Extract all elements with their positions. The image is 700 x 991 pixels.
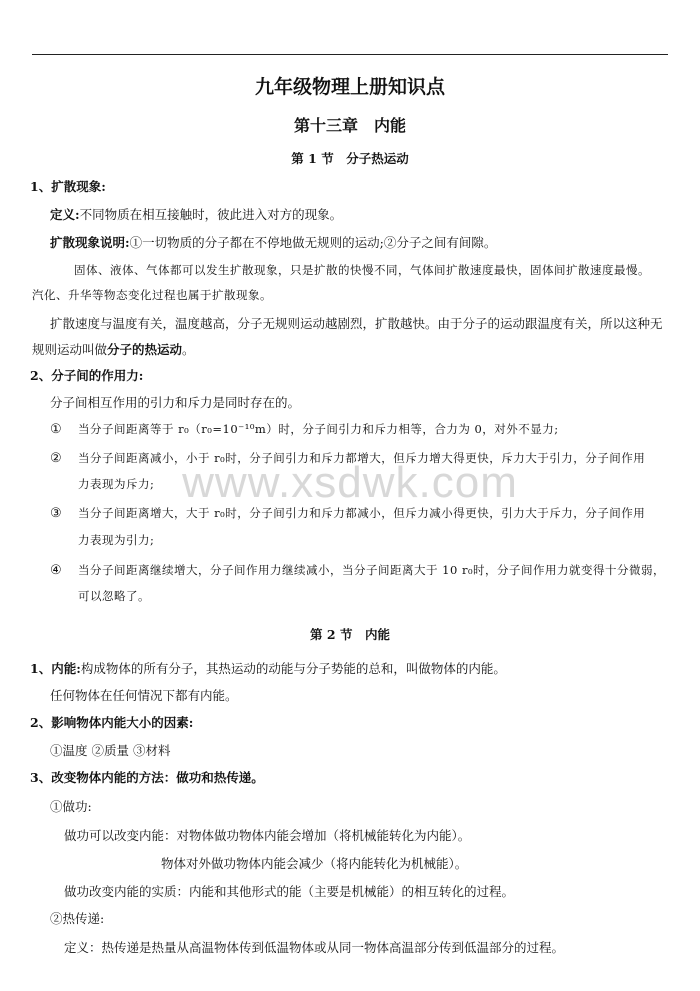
section2-title: 第 2 节 内能 (310, 627, 390, 642)
force-item-line: 可以忽略了。 (78, 589, 150, 603)
forces-heading: 2、分子间的作用力: (30, 368, 144, 383)
force-item-number: ③ (50, 506, 62, 521)
diffusion-paragraph-line2 (32, 344, 195, 357)
header-rule (32, 54, 668, 55)
work-label: ①做功: (50, 799, 92, 814)
diffusion-explanation (50, 237, 496, 250)
diffusion-heading: 1、扩散现象: (30, 179, 106, 194)
work-line1: 做功可以改变内能：对物体做功物体内能会增加（将机械能转化为内能）。 (64, 828, 471, 843)
force-item-number: ② (50, 451, 62, 466)
work-line2: 物体对外做功物体内能会减少（将内能转化为机械能）。 (161, 856, 468, 871)
force-item-line: 当分子间距离继续增大，分子间作用力继续减小，当分子间距离大于 10 r₀时，分子间作用力就变得十分微弱， (78, 563, 666, 577)
thermal-motion-term: 分子的热运动 (107, 342, 183, 357)
force-item-line: 当分子间距离增大，大于 r₀时，分子间引力和斥力都减小，但斥力减小得更快，引力大于斥力，分子间作用 (78, 506, 646, 520)
definition-label: 定义: (50, 207, 80, 222)
methods-heading: 3、改变物体内能的方法：做功和热传递。 (30, 770, 264, 785)
work-line3: 做功改变内能的实质：内能和其他形式的能（主要是机械能）的相互转化的过程。 (64, 884, 515, 899)
factors-list: ①温度 ②质量 ③材料 (50, 743, 171, 758)
paragraph-period: 。 (182, 342, 195, 357)
internal-energy-label: 1、内能: (30, 661, 81, 676)
internal-energy-definition (30, 663, 506, 676)
force-item-number: ① (50, 422, 62, 437)
chapter-title: 第十三章 内能 (293, 116, 406, 135)
forces-intro: 分子间相互作用的引力和斥力是同时存在的。 (50, 395, 301, 410)
heat-transfer-definition: 定义：热传递是热量从高温物体传到低温物体或从同一物体高温部分传到低温部分的过程。 (64, 940, 565, 955)
force-item-line: 力表现为引力; (78, 533, 155, 547)
definition-text: 不同物质在相互接触时，彼此进入对方的现象。 (79, 207, 343, 222)
diffusion-note-line2: 汽化、升华等物态变化过程也属于扩散现象。 (32, 288, 272, 302)
paragraph-text: 规则运动叫做 (32, 342, 108, 357)
factors-heading: 2、影响物体内能大小的因素: (30, 715, 194, 730)
section1-title: 第 1 节 分子热运动 (291, 151, 409, 166)
force-item-line: 力表现为斥力; (78, 477, 155, 491)
document-title: 九年级物理上册知识点 (254, 76, 445, 98)
explanation-text: ①一切物质的分子都在不停地做无规则的运动;②分子之间有间隙。 (129, 235, 497, 250)
watermark: www.xsdwk.com (182, 458, 518, 507)
internal-energy-note: 任何物体在任何情况下都有内能。 (50, 688, 238, 703)
force-item-number: ④ (50, 563, 62, 578)
diffusion-paragraph-line1: 扩散速度与温度有关，温度越高，分子无规则运动越剧烈，扩散越快。由于分子的运动跟温度有关，所以这种无 (50, 316, 663, 331)
diffusion-definition (50, 209, 342, 222)
internal-energy-text: 构成物体的所有分子，其热运动的动能与分子势能的总和，叫做物体的内能。 (80, 661, 506, 676)
heat-transfer-label: ②热传递: (50, 911, 105, 926)
force-item-line: 当分子间距离等于 r₀（r₀=10⁻¹⁰m）时，分子间引力和斥力相等，合力为 0，对外不显力; (78, 422, 559, 436)
explanation-label: 扩散现象说明: (50, 235, 130, 250)
force-item-line: 当分子间距离减小，小于 r₀时，分子间引力和斥力都增大，但斥力增大得更快，斥力大于引力，分子间作用 (78, 451, 646, 465)
diffusion-note-line1: 固体、液体、气体都可以发生扩散现象，只是扩散的快慢不同，气体间扩散速度最快，固体间扩散速度最慢。 (74, 263, 650, 277)
